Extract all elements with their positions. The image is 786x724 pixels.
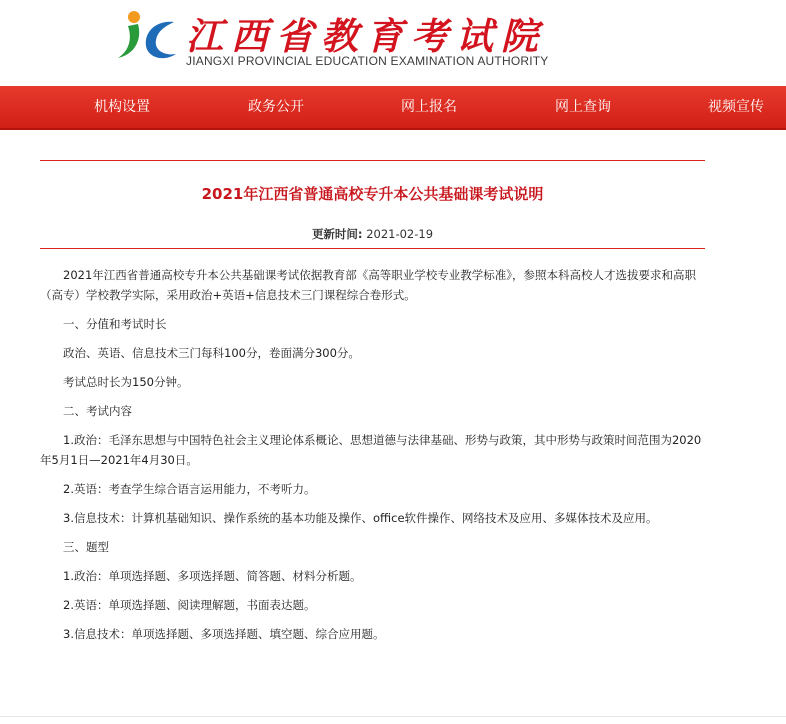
site-header bbox=[0, 0, 786, 86]
nav-item-government[interactable]: 政务公开 bbox=[248, 99, 304, 115]
title-top-rule bbox=[40, 160, 705, 161]
section-heading-question-types: 三、题型 bbox=[63, 540, 109, 554]
paragraph-duration: 考试总时长为150分钟。 bbox=[63, 375, 189, 389]
article-body bbox=[40, 265, 705, 644]
paragraph-english-types: 2.英语：单项选择题、阅读理解题，书面表达题。 bbox=[63, 598, 316, 612]
title-bottom-rule bbox=[40, 248, 705, 249]
paragraph-it-types: 3.信息技术：单项选择题、多项选择题、填空题、综合应用题。 bbox=[63, 627, 385, 641]
logo-title-en: JIANGXI PROVINCIAL EDUCATION EXAMINATION AUTHORITY bbox=[186, 54, 549, 68]
nav-item-registration[interactable]: 网上报名 bbox=[401, 99, 457, 115]
updated-label: 更新时间: bbox=[311, 227, 363, 241]
updated-date: 2021-02-19 bbox=[366, 227, 434, 241]
paragraph-politics-types: 1.政治：单项选择题、多项选择题、简答题、材料分析题。 bbox=[63, 569, 362, 583]
jx-logo-icon[interactable] bbox=[112, 8, 178, 64]
intro-paragraph: 2021年江西省普通高校专升本公共基础课考试依据教育部《高等职业学校专业教学标准》，参照本科高校人才选拔要求和高职（高专）学校教学实际，采用政治+英语+信息技术三门课程综合卷形式。 bbox=[40, 268, 697, 302]
footer-divider bbox=[0, 716, 786, 717]
nav-item-video[interactable]: 视频宣传 bbox=[708, 99, 764, 115]
section-heading-scores: 一、分值和考试时长 bbox=[63, 317, 167, 331]
section-heading-content: 二、考试内容 bbox=[63, 404, 132, 418]
nav-item-query[interactable]: 网上查询 bbox=[555, 99, 611, 115]
logo-title-cn: 江西省教育考试院 bbox=[186, 14, 546, 58]
paragraph-english-content: 2.英语：考查学生综合语言运用能力，不考听力。 bbox=[63, 482, 316, 496]
main-nav bbox=[0, 86, 786, 130]
article-title: 2021年江西省普通高校专升本公共基础课考试说明 bbox=[201, 185, 544, 203]
paragraph-politics-content: 1.政治：毛泽东思想与中国特色社会主义理论体系概论、思想道德与法律基础、形势与政策，其中形势与政策时间范围为2020年5月1日—2021年4月30日。 bbox=[40, 433, 702, 467]
article-meta bbox=[40, 226, 705, 242]
paragraph-scores: 政治、英语、信息技术三门每科100分，卷面满分300分。 bbox=[63, 346, 360, 360]
paragraph-it-content: 3.信息技术：计算机基础知识、操作系统的基本功能及操作、office软件操作、网络技术及应用、多媒体技术及应用。 bbox=[63, 511, 658, 525]
article bbox=[40, 160, 705, 644]
nav-item-org[interactable]: 机构设置 bbox=[94, 99, 150, 115]
